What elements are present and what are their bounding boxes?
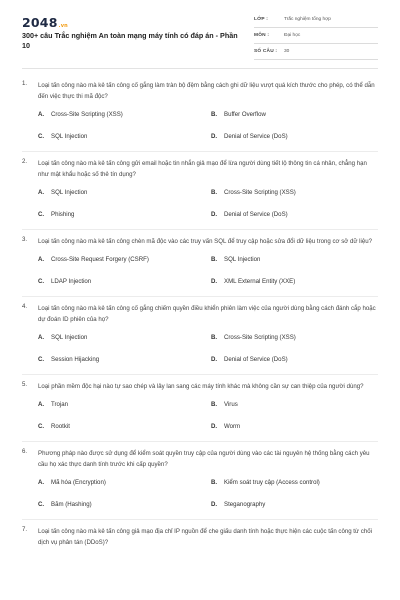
logo-main: 2048	[22, 15, 58, 30]
option-text: Phishing	[51, 211, 75, 218]
option-letter: B.	[211, 111, 218, 118]
option-letter: D.	[211, 501, 218, 508]
option-letter: A.	[38, 401, 45, 408]
option-letter: D.	[211, 423, 218, 430]
answer-options	[22, 392, 378, 436]
meta-key: MÔN :	[254, 33, 270, 38]
meta-value: 30	[284, 49, 290, 54]
question-number: 6.	[22, 448, 28, 455]
answer-option-d[interactable]	[211, 133, 288, 140]
option-letter: A.	[38, 334, 45, 341]
question-list	[0, 80, 400, 548]
meta-key: LỚP :	[254, 17, 269, 22]
option-text: SQL Injection	[224, 256, 261, 263]
question-5	[22, 381, 378, 442]
question-divider	[22, 374, 378, 375]
option-letter: B.	[211, 479, 218, 486]
logo-sub: .vn	[58, 23, 68, 29]
question-6	[22, 448, 378, 520]
question-1	[22, 80, 378, 152]
option-text: Cross-Site Scripting (XSS)	[51, 111, 123, 118]
option-letter: B.	[211, 334, 218, 341]
option-text: Denial of Service (DoS)	[224, 133, 288, 140]
option-text: SQL Injection	[51, 189, 88, 196]
answer-option-c[interactable]	[38, 278, 91, 285]
question-text: Phương pháp nào được sử dụng để kiểm soát quyền truy cập của người dùng vào các tài nguyên hệ thống bằng cách yêu cầu họ xác thực danh tính trước khi cấp quyền?	[38, 450, 370, 468]
option-text: XML External Entity (XXE)	[224, 278, 296, 285]
answer-option-b[interactable]	[211, 334, 296, 341]
answer-option-d[interactable]	[211, 211, 288, 218]
option-text: LDAP Injection	[51, 278, 92, 285]
option-text: Denial of Service (DoS)	[224, 356, 288, 363]
answer-options	[22, 325, 378, 369]
page-title: 300+ câu Trắc nghiệm An toàn mạng máy tính có đáp án - Phần 10	[22, 31, 238, 50]
option-text: SQL Injection	[51, 133, 88, 140]
option-letter: B.	[211, 189, 218, 196]
option-text: Buffer Overflow	[224, 111, 266, 118]
answer-option-b[interactable]	[211, 256, 260, 263]
question-3	[22, 236, 378, 297]
option-text: Trojan	[51, 401, 69, 408]
answer-options	[22, 180, 378, 224]
answer-option-c[interactable]	[38, 133, 87, 140]
header-divider	[22, 68, 378, 69]
option-text: Denial of Service (DoS)	[224, 211, 288, 218]
option-letter: C.	[38, 278, 45, 285]
answer-option-d[interactable]	[211, 423, 240, 430]
question-2	[22, 158, 378, 230]
question-divider	[22, 229, 378, 230]
answer-option-b[interactable]	[211, 189, 296, 196]
meta-key: SỐ CÂU :	[254, 49, 278, 54]
option-letter: C.	[38, 211, 45, 218]
answer-option-d[interactable]	[211, 278, 295, 285]
question-text: Loại tấn công nào mà kẻ tấn công chèn mã độc vào các truy vấn SQL để truy cập hoặc sửa đổi dữ liệu trong cơ sở dữ liệu?	[38, 238, 373, 245]
option-text: Cross-Site Scripting (XSS)	[224, 189, 296, 196]
answer-option-d[interactable]	[211, 501, 265, 508]
option-letter: D.	[211, 211, 218, 218]
answer-option-b[interactable]	[211, 111, 266, 118]
meta-row-class	[254, 14, 378, 28]
question-text: Loại tấn công nào mà kẻ tấn công cố gắng làm tràn bộ đệm bằng cách ghi dữ liệu vượt quá kích thước cho phép, có thể dẫn đến việc thực thi mã độc?	[38, 82, 375, 100]
option-text: Cross-Site Scripting (XSS)	[224, 334, 296, 341]
option-text: Băm (Hashing)	[51, 501, 92, 508]
option-letter: D.	[211, 133, 218, 140]
option-letter: D.	[211, 356, 218, 363]
option-letter: C.	[38, 423, 45, 430]
answer-option-a[interactable]	[38, 189, 87, 196]
option-letter: A.	[38, 111, 45, 118]
option-letter: B.	[211, 256, 218, 263]
question-divider	[22, 296, 378, 297]
meta-info	[254, 14, 378, 62]
site-logo[interactable]	[22, 15, 68, 30]
question-text: Loại phần mềm độc hại nào tự sao chép và lây lan sang các máy tính khác mà không cần sự can thiệp của người dùng?	[38, 383, 364, 390]
option-text: Kiểm soát truy cập (Access control)	[224, 479, 320, 486]
option-text: Worm	[224, 423, 241, 430]
question-7	[22, 526, 378, 548]
option-text: Mã hóa (Encryption)	[51, 479, 106, 486]
option-letter: C.	[38, 501, 45, 508]
question-number: 1.	[22, 80, 28, 87]
question-divider	[22, 441, 378, 442]
answer-option-a[interactable]	[38, 111, 123, 118]
answer-option-c[interactable]	[38, 501, 92, 508]
answer-option-b[interactable]	[211, 479, 320, 486]
question-number: 3.	[22, 236, 28, 243]
answer-option-a[interactable]	[38, 401, 68, 408]
option-letter: D.	[211, 278, 218, 285]
answer-option-a[interactable]	[38, 334, 87, 341]
option-letter: A.	[38, 189, 45, 196]
question-text: Loại tấn công nào mà kẻ tấn công gửi email hoặc tin nhắn giả mạo để lừa người dùng tiết lộ thông tin cá nhân, chẳng hạn như mật khẩu hoặc số thẻ tín dụng?	[38, 160, 367, 178]
question-number: 5.	[22, 381, 28, 388]
question-4	[22, 303, 378, 375]
option-letter: A.	[38, 479, 45, 486]
page-header	[0, 0, 400, 64]
option-text: Virus	[224, 401, 238, 408]
option-letter: C.	[38, 356, 45, 363]
answer-option-b[interactable]	[211, 401, 238, 408]
meta-value: Trắc nghiệm tổng hợp	[284, 17, 331, 22]
answer-option-d[interactable]	[211, 356, 288, 363]
answer-options	[22, 102, 378, 146]
answer-options	[22, 247, 378, 291]
question-number: 7.	[22, 526, 28, 533]
question-number: 4.	[22, 303, 28, 310]
option-text: Steganography	[224, 501, 266, 508]
answer-option-a[interactable]	[38, 256, 149, 263]
question-text: Loại tấn công nào mà kẻ tấn công cố gắng chiếm quyền điều khiển phiên làm việc của người dùng bằng cách đánh cắp hoặc dự đoán ID phiên của họ?	[38, 305, 376, 323]
question-divider	[22, 151, 378, 152]
answer-option-c[interactable]	[38, 211, 74, 218]
question-number: 2.	[22, 158, 28, 165]
answer-option-c[interactable]	[38, 356, 99, 363]
option-text: Rootkit	[51, 423, 70, 430]
question-divider	[22, 519, 378, 520]
question-text: Loại tấn công nào mà kẻ tấn công giả mạo địa chỉ IP nguồn để che giấu danh tính hoặc thực hiện các cuộc tấn công từ chối dịch vụ phân tán (DDoS)?	[38, 528, 372, 546]
answer-option-c[interactable]	[38, 423, 70, 430]
option-text: Cross-Site Request Forgery (CSRF)	[51, 256, 149, 263]
option-letter: A.	[38, 256, 45, 263]
meta-row-subject	[254, 30, 378, 44]
option-text: Session Hijacking	[51, 356, 100, 363]
option-letter: C.	[38, 133, 45, 140]
meta-value: Đại học	[284, 33, 301, 38]
option-letter: B.	[211, 401, 218, 408]
meta-row-count	[254, 46, 378, 60]
answer-options	[22, 470, 378, 514]
answer-option-a[interactable]	[38, 479, 106, 486]
option-text: SQL Injection	[51, 334, 88, 341]
